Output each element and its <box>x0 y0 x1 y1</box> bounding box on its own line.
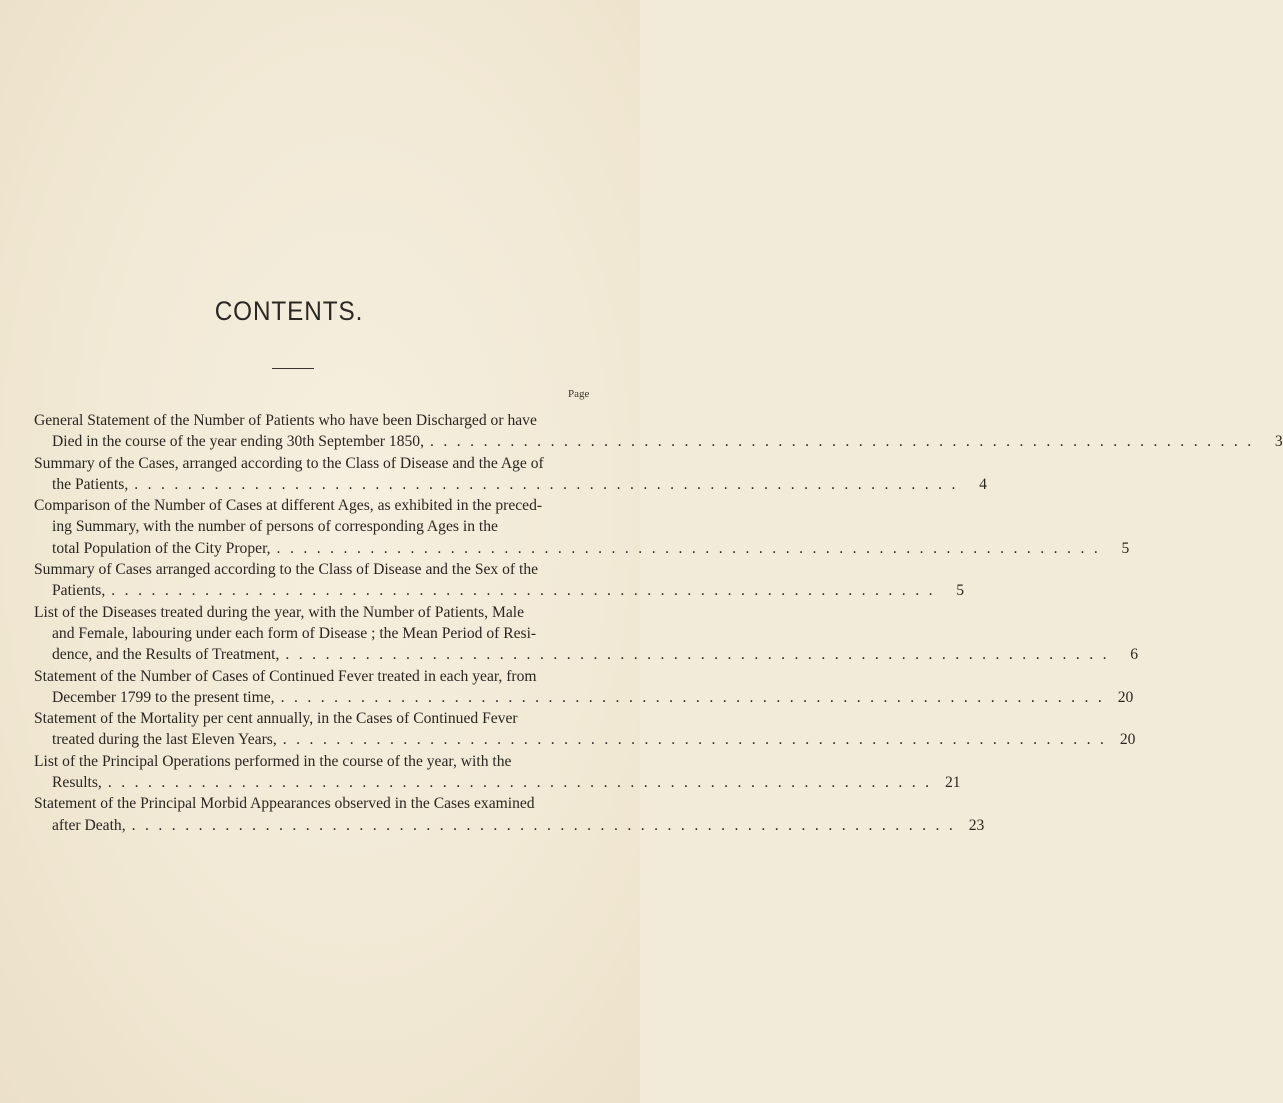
toc-entry-text: Statement of the Mortality per cent annually, in the Cases of Continued Fever <box>34 710 518 728</box>
toc-entry <box>34 708 1136 751</box>
toc-entry-text: Statement of the Number of Cases of Continued Fever treated in each year, from <box>34 667 537 685</box>
dot-leader: .............................................................. <box>131 816 963 834</box>
toc-entry-text: Died in the course of the year ending 30th September 1850, <box>52 433 424 451</box>
toc-page-number: 21 <box>944 774 961 792</box>
toc-page-number: 4 <box>979 475 987 493</box>
toc-entry-text: General Statement of the Number of Patients who have been Discharged or have <box>34 412 537 429</box>
toc-page-number: 20 <box>1117 688 1134 706</box>
toc-entry <box>34 666 1134 709</box>
toc-entry <box>34 751 961 794</box>
toc-entry-text: Results, <box>52 774 102 792</box>
toc-page-number: 23 <box>968 816 985 834</box>
toc-entry-text: Comparison of the Number of Cases at different Ages, as exhibited in the preced- <box>34 497 543 515</box>
toc-entry-text: treated during the last Eleven Years, <box>52 731 277 749</box>
dot-leader: .............................................................. <box>134 475 965 493</box>
toc-entry-text: the Patients, <box>52 475 129 493</box>
toc-entry-text: Summary of Cases arranged according to the Class of Disease and the Sex of the <box>34 561 539 579</box>
toc-entry <box>34 410 1283 453</box>
dot-leader: .............................................................. <box>282 731 1114 749</box>
toc-page-number: 5 <box>956 582 964 600</box>
title-rule <box>272 368 314 369</box>
dot-leader: .............................................................. <box>111 582 942 600</box>
toc-entry-text: December 1799 to the present time, <box>52 688 275 706</box>
dot-leader: .............................................................. <box>429 433 1261 451</box>
page-title: CONTENTS. <box>214 296 364 326</box>
toc-entry <box>34 793 985 836</box>
dot-leader: .............................................................. <box>285 646 1117 664</box>
toc-entry-text: List of the Diseases treated during the year, with the Number of Patients, Male <box>34 603 525 621</box>
toc-entry-text: Statement of the Principal Morbid Appearances observed in the Cases examined <box>34 795 535 813</box>
toc-entry <box>34 559 964 602</box>
dot-leader: .............................................................. <box>280 688 1112 706</box>
toc-page-number: 3 <box>1274 433 1283 451</box>
dot-leader: .............................................................. <box>107 774 939 792</box>
toc-entry <box>34 453 987 496</box>
dot-leader: .............................................................. <box>276 539 1108 557</box>
toc-entry-text: after Death, <box>52 816 126 834</box>
toc-entry-text: ing Summary, with the number of persons of corresponding Ages in the <box>52 518 498 536</box>
toc-entry-text: Summary of the Cases, arranged according to the Class of Disease and the Age of <box>34 454 544 472</box>
toc-entry-text: dence, and the Results of Treatment, <box>52 646 280 664</box>
toc-page-number: 5 <box>1121 539 1130 557</box>
table-of-contents <box>34 410 1283 836</box>
toc-entry <box>34 602 1139 666</box>
toc-entry-text: Patients, <box>52 582 106 600</box>
toc-page-number: 20 <box>1119 731 1136 749</box>
toc-page-number: 6 <box>1130 646 1139 664</box>
toc-entry <box>34 495 1130 559</box>
page-column-label: Page <box>568 388 590 400</box>
toc-entry-text: and Female, labouring under each form of Disease ; the Mean Period of Resi- <box>52 624 537 642</box>
toc-entry-text: total Population of the City Proper, <box>52 539 271 557</box>
toc-entry-text: List of the Principal Operations performed in the course of the year, with the <box>34 752 512 770</box>
